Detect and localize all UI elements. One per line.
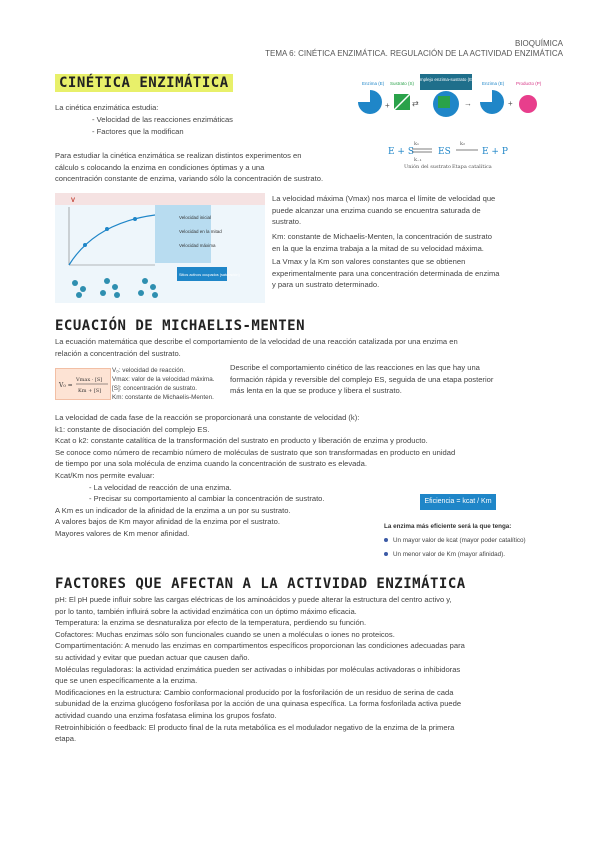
michaelis-description [230, 362, 555, 397]
section-title-cinetica-text: CINÉTICA ENZIMÁTICA [55, 74, 233, 92]
factor-line: Cofactores: Muchas enzimas sólo son funcionales cuando se unen a moléculas o iones no proteicos. [55, 629, 395, 639]
intro-line: relación a concentración del sustrato. [55, 348, 181, 358]
description-line: más lenta en la que se produce y libera el sustrato. [230, 386, 402, 396]
vmax-line: La velocidad máxima (Vmax) nos marca el límite de velocidad que [272, 194, 496, 203]
eq-km1: k₋₁ [414, 157, 422, 163]
factor-line: que se unen específicamente a la enzima. [55, 676, 198, 686]
eq-denominator: Km + [S] [78, 388, 102, 394]
body-line: Kcat/Km nos permite evaluar: [55, 470, 155, 480]
product-shape-icon [519, 95, 537, 113]
michaelis-intro [55, 336, 555, 359]
saturation-curve-svg [55, 193, 265, 303]
eq-mid: ES [438, 147, 451, 157]
efficiency-note-title: La enzima más eficiente será la que tenga: [384, 523, 512, 530]
equation-svg [56, 369, 110, 399]
factor-line: Modificaciones en la estructura: Cambio conformacional producido por la fosforilación de un residuo de serina de cada [55, 687, 454, 697]
note-line: experimentalmente para una concentración determinada de enzima [272, 268, 500, 278]
factor-line: etapa. [55, 734, 77, 744]
factores-body [55, 594, 555, 745]
section-title-cinetica [55, 75, 233, 91]
section-title-factores: FACTORES QUE AFECTAN A LA ACTIVIDAD ENZIMÁTICA [55, 576, 466, 592]
factor-line: Retroinhibición o feedback: El producto final de la ruta metabólica es el modulador negativo de la enzima de la primera [55, 722, 455, 732]
body-line: La velocidad de cada fase de la reacción se proporcionará una constante de velocidad (k): [55, 413, 360, 422]
legend-line: [S]: concentración de sustrato. [112, 385, 198, 392]
complex-label: Complejo enzima-sustrato (E:S) [414, 77, 478, 82]
section-title-michaelis: ECUACIÓN DE MICHAELIS-MENTEN [55, 318, 306, 334]
factor-line: Temperatura: la enzima se desnaturaliza por efecto de la temperatura, perdiendo su función. [55, 618, 367, 628]
factor-line: Moléculas reguladoras: la actividad enzimática pueden ser activadas o inhibidas por moléculas activadoras o inhibidoras [55, 664, 461, 674]
saturation-curve-diagram [55, 193, 265, 303]
note-line: La Vmax y la Km son valores constantes que se obtienen [272, 257, 466, 266]
saturation-zone [155, 205, 211, 263]
efficiency-box: Eficiencia = kcat / Km [420, 494, 496, 510]
efficiency-item-text: Un mayor valor de kcat (mayor poder catalítico) [393, 537, 526, 544]
paragraph-line: cálculo s colocando la enzima en condiciones óptimas y a una [55, 162, 265, 172]
michaelis-equation-box [55, 368, 111, 400]
eq-k1: k₁ [414, 141, 420, 147]
enzyme-mechanism-svg [348, 72, 558, 182]
constants-note [272, 256, 562, 291]
substrate-label: Sustrato (S) [390, 81, 415, 86]
body-line: Kcat o k2: constante catalítica de la transformación del sustrato en producto y liberación de enzima y producto. [55, 436, 428, 446]
vmax-line: puede alcanzar una enzima cuando se encuentra saturada de [272, 205, 481, 215]
factor-line: por lo tanto, también influirá sobre la actividad enzimática con un óptimo máximo eficacia. [55, 606, 357, 616]
product-label: Producto (P) [516, 81, 542, 86]
eq-left: E + S [388, 147, 414, 157]
paragraph-line: Para estudiar la cinética enzimática se realizan distintos experimentos en [55, 151, 302, 160]
intro-text: La cinética enzimática estudia: [55, 103, 159, 112]
km-definition [272, 231, 562, 254]
arrow-icon: ⇄ [412, 99, 419, 108]
factor-line: Compartimentación: A menudo las enzimas en compartimentos específicos proporcionan las condiciones adecuadas para [55, 641, 465, 651]
description-line: formación rápida y reversible del complejo ES, seguida de una etapa posterior [230, 374, 494, 384]
enzyme-label: Enzima (E) [362, 81, 385, 86]
arrow-right-icon: → [464, 99, 472, 108]
legend-item: Velocidad en la mitad [179, 229, 222, 234]
eq-numerator: Vmax · [S] [76, 377, 103, 383]
saturation-curve [69, 215, 155, 265]
list-item: - Factores que la modifican [92, 127, 184, 136]
header-topic: TEMA 6: CINÉTICA ENZIMÁTICA. REGULACIÓN DE LA ACTIVIDAD ENZIMÁTICA [265, 49, 563, 58]
body-line: Se conoce como número de recambio número de moléculas de sustrato que son transformadas en producto en unidad [55, 447, 456, 457]
body-line: de tiempo por una sola molécula de enzima cuando la concentración de sustrato es elevada. [55, 459, 367, 469]
description-line: Describe el comportamiento cinético de las reacciones en las que hay una [230, 363, 480, 372]
enzyme2-label: Enzima (E) [482, 81, 505, 86]
factor-line: pH: El pH puede influir sobre las cargas eléctricas de los aminoácidos y puede alterar la estructura del centro activo y, [55, 595, 452, 604]
enzyme-shape-icon [358, 90, 382, 114]
body-line: A valores bajos de Km mayor afinidad de la enzima por el sustrato. [55, 517, 280, 527]
header-subject: BIOQUÍMICA [514, 39, 563, 48]
step2-label: Etapa catalítica [452, 164, 492, 170]
intro-paragraph [55, 150, 345, 185]
eq-k2: k₂ [460, 141, 466, 147]
km-line: en la que la enzima trabaja a la mitad de su velocidad máxima. [272, 243, 484, 253]
enzyme-mechanism-diagram [348, 72, 558, 182]
efficiency-note [384, 522, 554, 559]
vmax-line: sustrato. [272, 217, 302, 227]
efficiency-item [384, 536, 554, 545]
legend-line: V₀: velocidad de reacción. [112, 367, 185, 374]
legend-line: Vmax: valor de la velocidad máxima. [112, 376, 215, 383]
legend-line: Km: constante de Michaelis-Menten. [112, 394, 214, 401]
body-line: Mayores valores de Km menor afinidad. [55, 528, 190, 538]
factor-line: actividad cuando una enzima fosfatasa elimina los grupos fosfato. [55, 710, 277, 720]
vmax-definition [272, 193, 562, 228]
y-axis-label: V [71, 198, 76, 204]
plus-sign: + [385, 101, 390, 110]
step1-label: Unión del sustrato [404, 164, 451, 170]
michaelis-body [55, 412, 555, 540]
bullet-icon [384, 552, 388, 556]
body-line: - La velocidad de reacción de una enzima. [89, 482, 232, 492]
efficiency-item-text: Un menor valor de Km (mayor afinidad). [393, 551, 505, 558]
legend-item: Velocidad máxima [179, 243, 216, 248]
eq-lhs: V₀ = [59, 382, 73, 389]
note-line: y para un sustrato determinado. [272, 280, 380, 290]
saturation-caption: Sitios activos ocupados (saturación) [179, 273, 240, 277]
body-line: A Km es un indicador de la afinidad de la enzima a un por su sustrato. [55, 505, 291, 515]
km-line: Km: constante de Michaelis-Menten, la concentración de sustrato [272, 232, 492, 241]
legend-item: Velocidad inicial [179, 215, 212, 220]
eq-right: E + P [482, 147, 508, 157]
paragraph-line: concentración constante de enzima, variando sólo la concentración de sustrato. [55, 174, 324, 184]
list-item: - Velocidad de las reacciones enzimáticas [92, 115, 233, 124]
body-line: - Precisar su comportamiento al cambiar la concentración de sustrato. [89, 494, 325, 504]
enzyme-free-icon [480, 90, 504, 114]
bullet-icon [384, 538, 388, 542]
equation-legend [112, 366, 222, 402]
intro-line: La ecuación matemática que describe el comportamiento de la velocidad de una reacción catalizada por una enzima en [55, 337, 458, 346]
factor-line: su actividad y evitar que puedan actuar que causen daño. [55, 652, 250, 662]
plus-sign-2: + [508, 99, 513, 108]
factor-line: subunidad de la enzima glucógeno fosforilasa por la acción de una quinasa específica. La forma fosforilada activa puede [55, 699, 462, 709]
body-line: k1: constante de disociación del complejo ES. [55, 424, 210, 434]
efficiency-item [384, 550, 554, 559]
